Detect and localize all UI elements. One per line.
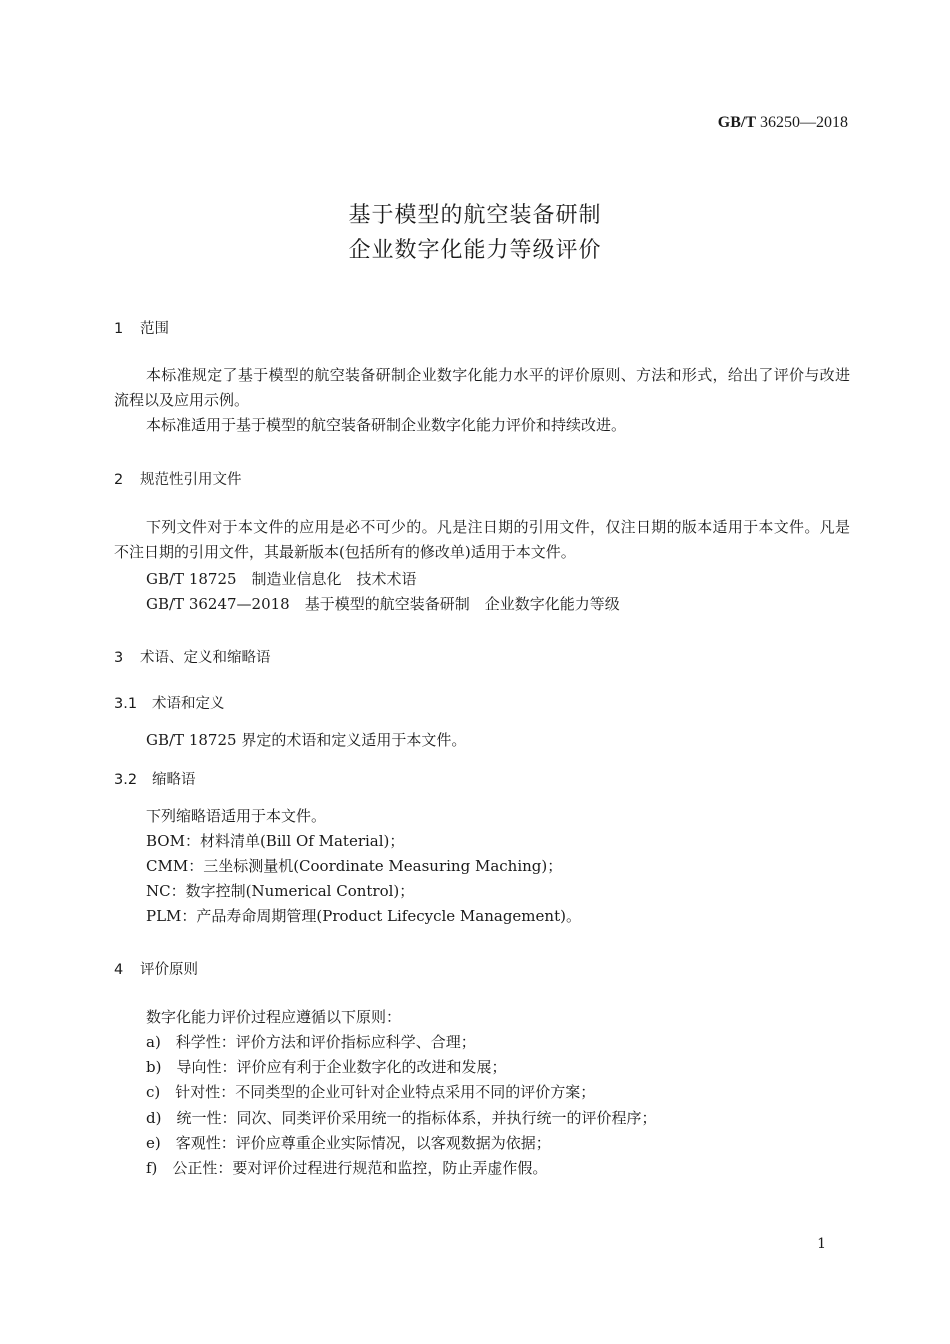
section-2-title: 规范性引用文件 bbox=[140, 472, 242, 488]
standard-prefix: GB/T bbox=[717, 114, 756, 131]
section-3-2-heading bbox=[114, 768, 196, 789]
standard-code bbox=[718, 114, 848, 132]
section-3-heading bbox=[114, 646, 271, 667]
normative-reference-2: GB/T 36247—2018 基于模型的航空装备研制 企业数字化能力等级 bbox=[146, 595, 620, 613]
section-3-1-title: 术语和定义 bbox=[152, 696, 225, 712]
principle-item: e) 客观性：评价应尊重企业实际情况，以客观数据为依据； bbox=[146, 1134, 551, 1152]
principle-item: a) 科学性：评价方法和评价指标应科学、合理； bbox=[146, 1033, 476, 1051]
section-2-paragraph-1: 下列文件对于本文件的应用是必不可少的。凡是注日期的引用文件，仅注日期的版本适用于本文件。凡是不注日期的引用文件，其最新版本(包括所有的修改单)适用于本文件。 bbox=[114, 518, 850, 561]
section-4-title: 评价原则 bbox=[140, 962, 198, 978]
abbreviation-item: CMM：三坐标测量机(Coordinate Measuring Maching)； bbox=[146, 857, 563, 875]
section-1-heading bbox=[114, 317, 169, 338]
section-1-paragraph-2: 本标准适用于基于模型的航空装备研制企业数字化能力评价和持续改进。 bbox=[146, 416, 627, 434]
section-1-number: 1 bbox=[114, 321, 124, 337]
document-title-line2: 企业数字化能力等级评价 bbox=[348, 238, 602, 263]
section-4-number: 4 bbox=[114, 962, 124, 978]
normative-reference-1: GB/T 18725 制造业信息化 技术术语 bbox=[146, 570, 417, 588]
section-3-number: 3 bbox=[114, 650, 124, 666]
section-3-1-text: GB/T 18725 界定的术语和定义适用于本文件。 bbox=[146, 731, 467, 749]
section-3-1-heading bbox=[114, 692, 225, 713]
section-2-number: 2 bbox=[114, 472, 124, 488]
principle-item: d) 统一性：同次、同类评价采用统一的指标体系，并执行统一的评价程序； bbox=[146, 1109, 657, 1127]
standard-number: 36250—2018 bbox=[760, 114, 848, 131]
section-3-title: 术语、定义和缩略语 bbox=[140, 650, 271, 666]
document-title-line1: 基于模型的航空装备研制 bbox=[348, 203, 602, 228]
abbreviations-intro: 下列缩略语适用于本文件。 bbox=[146, 807, 327, 825]
section-1-paragraph-1: 本标准规定了基于模型的航空装备研制企业数字化能力水平的评价原则、方法和形式，给出了评价与改进流程以及应用示例。 bbox=[114, 366, 850, 409]
section-4-heading bbox=[114, 958, 198, 979]
section-3-1-number: 3.1 bbox=[114, 696, 138, 712]
abbreviation-item: NC：数字控制(Numerical Control)； bbox=[146, 882, 415, 900]
principle-item: f) 公正性：要对评价过程进行规范和监控，防止弄虚作假。 bbox=[146, 1159, 548, 1177]
abbreviation-item: PLM：产品寿命周期管理(Product Lifecycle Management)。 bbox=[146, 907, 581, 925]
section-1-title: 范围 bbox=[140, 321, 169, 337]
section-3-2-number: 3.2 bbox=[114, 772, 138, 788]
principle-item: c) 针对性：不同类型的企业可针对企业特点采用不同的评价方案； bbox=[146, 1083, 596, 1101]
principle-item: b) 导向性：评价应有利于企业数字化的改进和发展； bbox=[146, 1058, 507, 1076]
page-number: 1 bbox=[817, 1236, 826, 1252]
section-3-2-title: 缩略语 bbox=[152, 772, 196, 788]
abbreviation-item: BOM：材料清单(Bill Of Material)； bbox=[146, 832, 405, 850]
principles-intro: 数字化能力评价过程应遵循以下原则： bbox=[146, 1008, 402, 1026]
section-2-heading bbox=[114, 468, 242, 489]
